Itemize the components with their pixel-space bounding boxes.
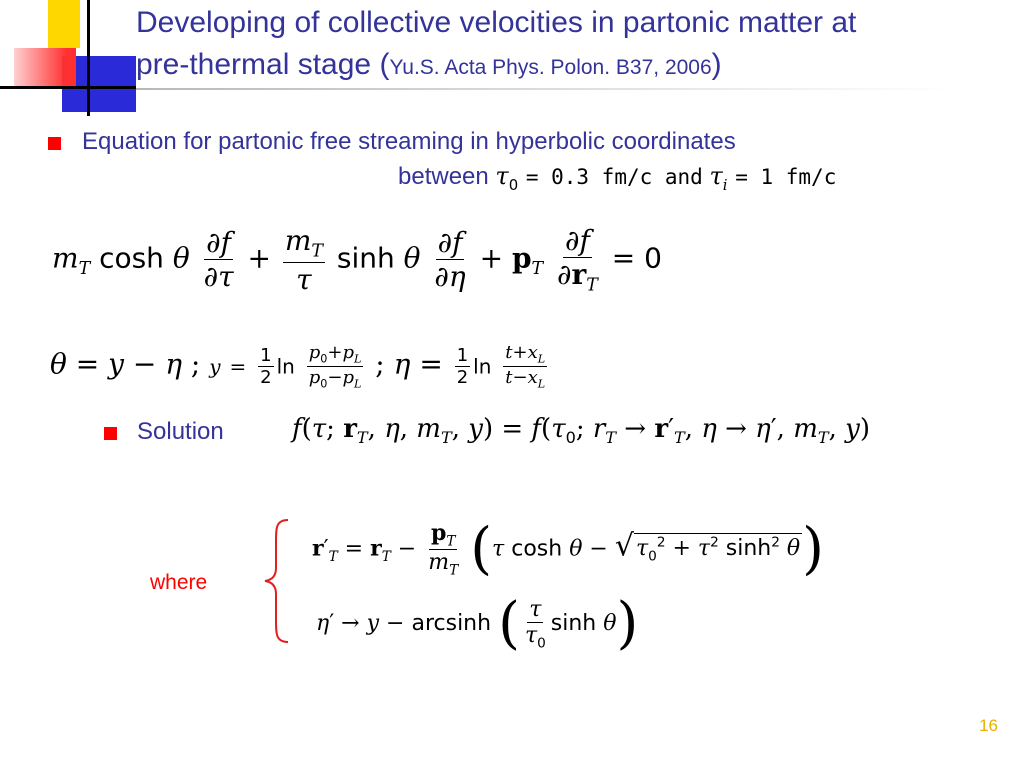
red-brace-icon	[262, 518, 292, 644]
free-streaming-equation: $m_T$ cosh θ $\frac{\partial f}{\partial\tau}$ + $\frac{m_T}{\tau}$ sinh θ $\frac{\partial f}{\partial\eta}$ + $p_T$ $\frac{\partial f}{\partial r_T}$ = 0	[52, 224, 662, 296]
where-label: where	[150, 571, 208, 594]
decor-red-square	[14, 48, 76, 88]
bullet-square-icon	[104, 427, 117, 440]
bullet-square-icon	[48, 137, 61, 150]
solution-equation: f(τ; $r_T$, η, $m_T$, $y) = f(\tau_0$; $r_T \to r'_T$, η → η′, $m_T$, y)	[292, 414, 870, 448]
r-prime-equation: $r'_T = r_T$ − $\frac{p_T}{m_T}$ (τ $\cosh \theta - √\tau_0^2 + \tau^2$ $\sinh^2 \theta$)	[312, 516, 825, 582]
page-number: 16	[979, 716, 998, 735]
bullet-equation-text: Equation for partonic free streaming in hyperbolic coordinates	[82, 128, 736, 155]
eta-prime-equation: η′ → y − arcsinh ( $\frac{\tau}{\tau_0}$ sinh θ)	[316, 591, 639, 656]
slide-title	[136, 2, 996, 89]
taui-value: $\tau_i = 1$ fm/c	[709, 162, 837, 194]
decor-vertical-line	[87, 0, 90, 116]
bullet-equation-between: between $\tau_0 = 0.3$ fm/c and $\tau_i = 1$ fm/c	[398, 162, 837, 194]
bullet-solution-text: Solution	[137, 418, 224, 445]
tau0-value: $\tau_0 = 0.3$ fm/c and	[495, 162, 703, 194]
decor-yellow-square	[48, 0, 80, 48]
title-line-2: pre-thermal stage (Yu.S. Acta Phys. Polon. B37, 2006)	[136, 48, 722, 81]
decor-horizontal-line	[0, 86, 136, 89]
title-citation: Yu.S. Acta Phys. Polon. B37, 2006	[389, 56, 712, 79]
coordinate-definitions: θ = y − η ; y = $\frac{1}{2}$ ln $\frac{p_0+p_L}{p_0-p_L}$ ; η = $\frac{1}{2}$ ln $\frac{t+x_L}{t-x_L}$	[50, 342, 546, 391]
title-line-1: Developing of collective velocities in partonic matter at	[136, 6, 857, 39]
